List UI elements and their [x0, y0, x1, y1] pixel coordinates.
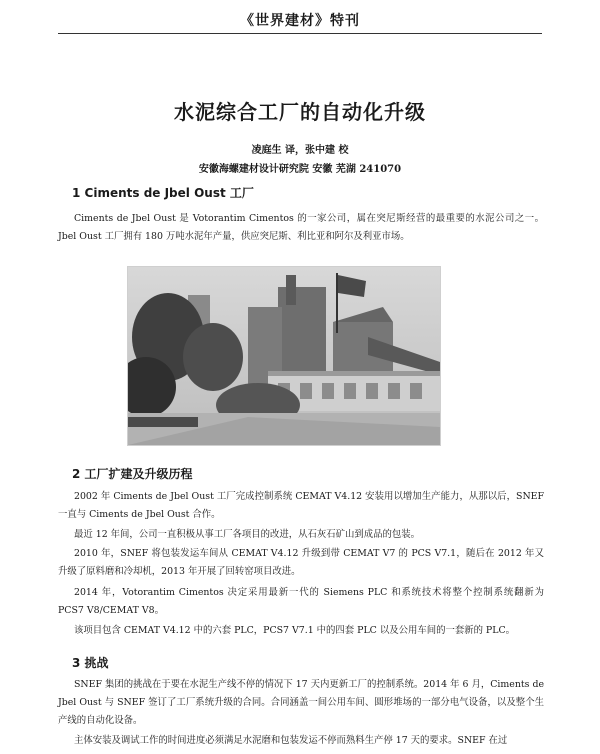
- section-2-paragraph-1: 2002 年 Ciments de Jbel Oust 工厂完成控制系统 CEMAT V4.12 安装用以增加生产能力，从那以后，SNEF 一直与 Ciments de Jbel Oust 合作。: [58, 491, 544, 520]
- section-2-paragraph-4: 2014 年，Votorantim Cimentos 决定采用最新一代的 Siemens PLC 和系统技术将整个控制系统翻新为 PCS7 V8/CEMAT V8。: [58, 587, 544, 616]
- running-header: 《世界建材》特刊: [240, 13, 360, 29]
- section-3-paragraph-2: 主体安装及调试工作的时间进度必须满足水泥磨和包装发运不停而熟料生产停 17 天的要求。SNEF 在过: [74, 735, 508, 746]
- section-3-paragraph-1: SNEF 集团的挑战在于要在水泥生产线不停的情况下 17 天内更新工厂的控制系统。2014 年 6 月，Ciments de Jbel Oust 与 SNEF 签订了工厂系统升级的合同。合同涵盖一间公用车间、圆形堆场的一部分电气设备，以及整个生产线的自动化设备。: [58, 679, 544, 726]
- section-2-paragraph-2: 最近 12 年间，公司一直积极从事工厂各项目的改进，从石灰石矿山到成品的包装。: [74, 529, 421, 540]
- affiliation: 安徽海螺建材设计研究院 安徽 芜湖 241070: [198, 164, 402, 175]
- article-title: 水泥综合工厂的自动化升级: [174, 100, 426, 124]
- authors: 凌庭生 译，张中建 校: [251, 145, 349, 156]
- header-rule: [58, 33, 542, 34]
- section-1-heading: 1 Ciments de Jbel Oust 工厂: [72, 186, 254, 200]
- section-2-paragraph-3: 2010 年，SNEF 将包装发运车间从 CEMAT V4.12 升级到带 CEMAT V7 的 PCS V7.1，随后在 2012 年又升级了原料磨和冷却机，2013 年开展了回转窑项目改进。: [58, 548, 544, 577]
- section-2-heading: 2 工厂扩建及升级历程: [72, 467, 193, 481]
- plant-photo: [127, 266, 441, 446]
- section-3-heading: 3 挑战: [72, 656, 109, 670]
- section-2-paragraph-5: 该项目包含 CEMAT V4.12 中的六套 PLC，PCS7 V7.1 中的四套 PLC 以及公用车间的一套新的 PLC。: [74, 625, 516, 636]
- section-1-paragraph-1: Ciments de Jbel Oust 是 Votorantim Cimentos 的一家公司，属在突尼斯经营的最重要的水泥公司之一。Jbel Oust 工厂拥有 180 万吨水泥年产量，供应突尼斯、利比亚和阿尔及利亚市场。: [58, 213, 544, 242]
